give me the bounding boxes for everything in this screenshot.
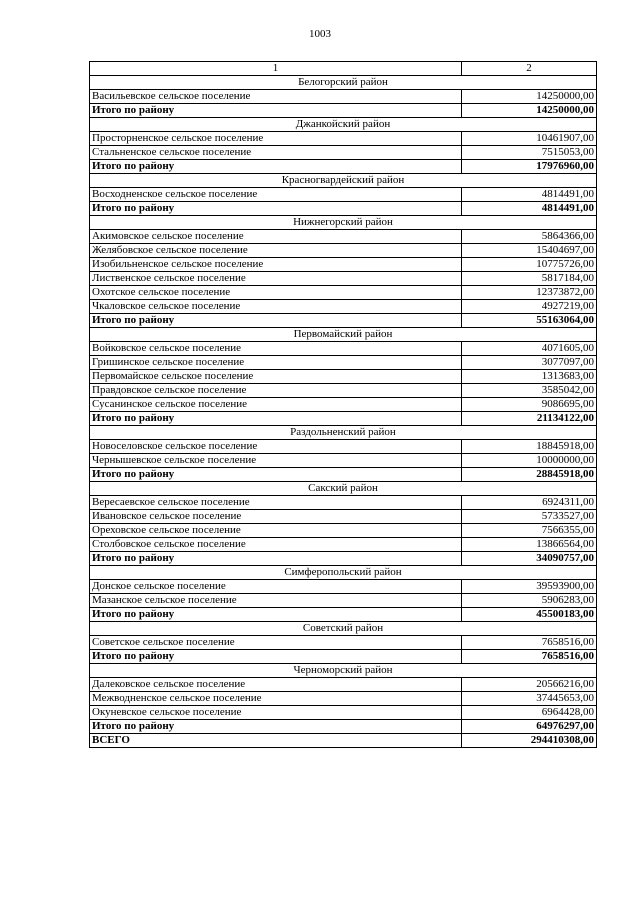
amount-value: 6964428,00 <box>462 706 597 720</box>
total-label: Итого по району <box>90 412 462 426</box>
region-name: Симферопольский район <box>90 566 597 580</box>
table-row <box>90 510 597 524</box>
total-label: Итого по району <box>90 552 462 566</box>
settlement-name: Акимовское сельское поселение <box>90 230 462 244</box>
settlement-name: Сусанинское сельское поселение <box>90 398 462 412</box>
table-row <box>90 454 597 468</box>
settlement-name: Окуневское сельское поселение <box>90 706 462 720</box>
total-value: 17976960,00 <box>462 160 597 174</box>
region-header-row <box>90 216 597 230</box>
settlement-name: Далековское сельское поселение <box>90 678 462 692</box>
region-header-row <box>90 328 597 342</box>
region-header-row <box>90 566 597 580</box>
settlement-name: Изобильненское сельское поселение <box>90 258 462 272</box>
table-row <box>90 146 597 160</box>
settlement-name: Ореховское сельское поселение <box>90 524 462 538</box>
settlement-name: Столбовское сельское поселение <box>90 538 462 552</box>
total-label: Итого по району <box>90 468 462 482</box>
table-row <box>90 440 597 454</box>
settlement-name: Восходненское сельское поселение <box>90 188 462 202</box>
total-row <box>90 104 597 118</box>
table-row <box>90 90 597 104</box>
amount-value: 10000000,00 <box>462 454 597 468</box>
total-value: 21134122,00 <box>462 412 597 426</box>
table-row <box>90 384 597 398</box>
amount-value: 5906283,00 <box>462 594 597 608</box>
region-header-row <box>90 664 597 678</box>
settlement-name: Донское сельское поселение <box>90 580 462 594</box>
header-col-2: 2 <box>462 62 597 76</box>
table-row <box>90 300 597 314</box>
settlement-name: Новоселовское сельское поселение <box>90 440 462 454</box>
amount-value: 12373872,00 <box>462 286 597 300</box>
header-col-1: 1 <box>90 62 462 76</box>
total-row <box>90 468 597 482</box>
amount-value: 7566355,00 <box>462 524 597 538</box>
total-row <box>90 650 597 664</box>
settlement-name: Желябовское сельское поселение <box>90 244 462 258</box>
total-value: 294410308,00 <box>462 734 597 748</box>
amount-value: 20566216,00 <box>462 678 597 692</box>
budget-table <box>89 61 597 748</box>
settlement-name: Просторненское сельское поселение <box>90 132 462 146</box>
region-name: Советский район <box>90 622 597 636</box>
region-header-row <box>90 174 597 188</box>
total-label: Итого по району <box>90 202 462 216</box>
region-header-row <box>90 426 597 440</box>
amount-value: 4814491,00 <box>462 188 597 202</box>
total-row <box>90 720 597 734</box>
total-row <box>90 160 597 174</box>
total-value: 34090757,00 <box>462 552 597 566</box>
total-row <box>90 608 597 622</box>
amount-value: 3077097,00 <box>462 356 597 370</box>
table-row <box>90 678 597 692</box>
region-name: Нижнегорский район <box>90 216 597 230</box>
total-value: 4814491,00 <box>462 202 597 216</box>
table-row <box>90 356 597 370</box>
table-row <box>90 496 597 510</box>
amount-value: 1313683,00 <box>462 370 597 384</box>
table-row <box>90 398 597 412</box>
total-row <box>90 412 597 426</box>
total-value: 7658516,00 <box>462 650 597 664</box>
region-name: Черноморский район <box>90 664 597 678</box>
table-row <box>90 636 597 650</box>
amount-value: 5733527,00 <box>462 510 597 524</box>
settlement-name: Мазанское сельское поселение <box>90 594 462 608</box>
settlement-name: Вересаевское сельское поселение <box>90 496 462 510</box>
settlement-name: Правдовское сельское поселение <box>90 384 462 398</box>
table-row <box>90 370 597 384</box>
table-row <box>90 286 597 300</box>
amount-value: 7515053,00 <box>462 146 597 160</box>
total-label: Итого по району <box>90 720 462 734</box>
settlement-name: Межводненское сельское поселение <box>90 692 462 706</box>
table-body <box>90 76 597 748</box>
table-row <box>90 538 597 552</box>
region-header-row <box>90 76 597 90</box>
table-row <box>90 594 597 608</box>
total-value: 64976297,00 <box>462 720 597 734</box>
amount-value: 6924311,00 <box>462 496 597 510</box>
settlement-name: Лиственское сельское поселение <box>90 272 462 286</box>
total-value: 45500183,00 <box>462 608 597 622</box>
region-name: Первомайский район <box>90 328 597 342</box>
total-value: 28845918,00 <box>462 468 597 482</box>
region-name: Красногвардейский район <box>90 174 597 188</box>
total-row <box>90 734 597 748</box>
table-row <box>90 258 597 272</box>
amount-value: 5817184,00 <box>462 272 597 286</box>
amount-value: 10775726,00 <box>462 258 597 272</box>
amount-value: 39593900,00 <box>462 580 597 594</box>
total-row <box>90 552 597 566</box>
total-label: Итого по району <box>90 104 462 118</box>
table-row <box>90 524 597 538</box>
amount-value: 3585042,00 <box>462 384 597 398</box>
settlement-name: Охотское сельское поселение <box>90 286 462 300</box>
table-row <box>90 706 597 720</box>
table-row <box>90 580 597 594</box>
settlement-name: Стальненское сельское поселение <box>90 146 462 160</box>
page-number: 1003 <box>309 28 331 40</box>
table-row <box>90 244 597 258</box>
region-header-row <box>90 482 597 496</box>
total-label: Итого по району <box>90 160 462 174</box>
total-value: 55163064,00 <box>462 314 597 328</box>
table-header-row <box>90 62 597 76</box>
total-label: Итого по району <box>90 314 462 328</box>
total-label: Итого по району <box>90 608 462 622</box>
amount-value: 4071605,00 <box>462 342 597 356</box>
settlement-name: Васильевское сельское поселение <box>90 90 462 104</box>
table-row <box>90 342 597 356</box>
amount-value: 14250000,00 <box>462 90 597 104</box>
table-row <box>90 230 597 244</box>
settlement-name: Чкаловское сельское поселение <box>90 300 462 314</box>
settlement-name: Войковское сельское поселение <box>90 342 462 356</box>
region-header-row <box>90 118 597 132</box>
amount-value: 37445653,00 <box>462 692 597 706</box>
amount-value: 9086695,00 <box>462 398 597 412</box>
table-row <box>90 188 597 202</box>
total-label: Итого по району <box>90 650 462 664</box>
amount-value: 5864366,00 <box>462 230 597 244</box>
settlement-name: Советское сельское поселение <box>90 636 462 650</box>
region-name: Сакский район <box>90 482 597 496</box>
table-row <box>90 272 597 286</box>
settlement-name: Чернышевское сельское поселение <box>90 454 462 468</box>
amount-value: 13866564,00 <box>462 538 597 552</box>
region-header-row <box>90 622 597 636</box>
amount-value: 4927219,00 <box>462 300 597 314</box>
region-name: Раздольненский район <box>90 426 597 440</box>
settlement-name: Гришинское сельское поселение <box>90 356 462 370</box>
amount-value: 10461907,00 <box>462 132 597 146</box>
amount-value: 18845918,00 <box>462 440 597 454</box>
total-row <box>90 314 597 328</box>
total-value: 14250000,00 <box>462 104 597 118</box>
settlement-name: Первомайское сельское поселение <box>90 370 462 384</box>
total-row <box>90 202 597 216</box>
table-row <box>90 132 597 146</box>
amount-value: 7658516,00 <box>462 636 597 650</box>
settlement-name: Ивановское сельское поселение <box>90 510 462 524</box>
region-name: Белогорский район <box>90 76 597 90</box>
region-name: Джанкойский район <box>90 118 597 132</box>
amount-value: 15404697,00 <box>462 244 597 258</box>
table-row <box>90 692 597 706</box>
total-label: ВСЕГО <box>90 734 462 748</box>
